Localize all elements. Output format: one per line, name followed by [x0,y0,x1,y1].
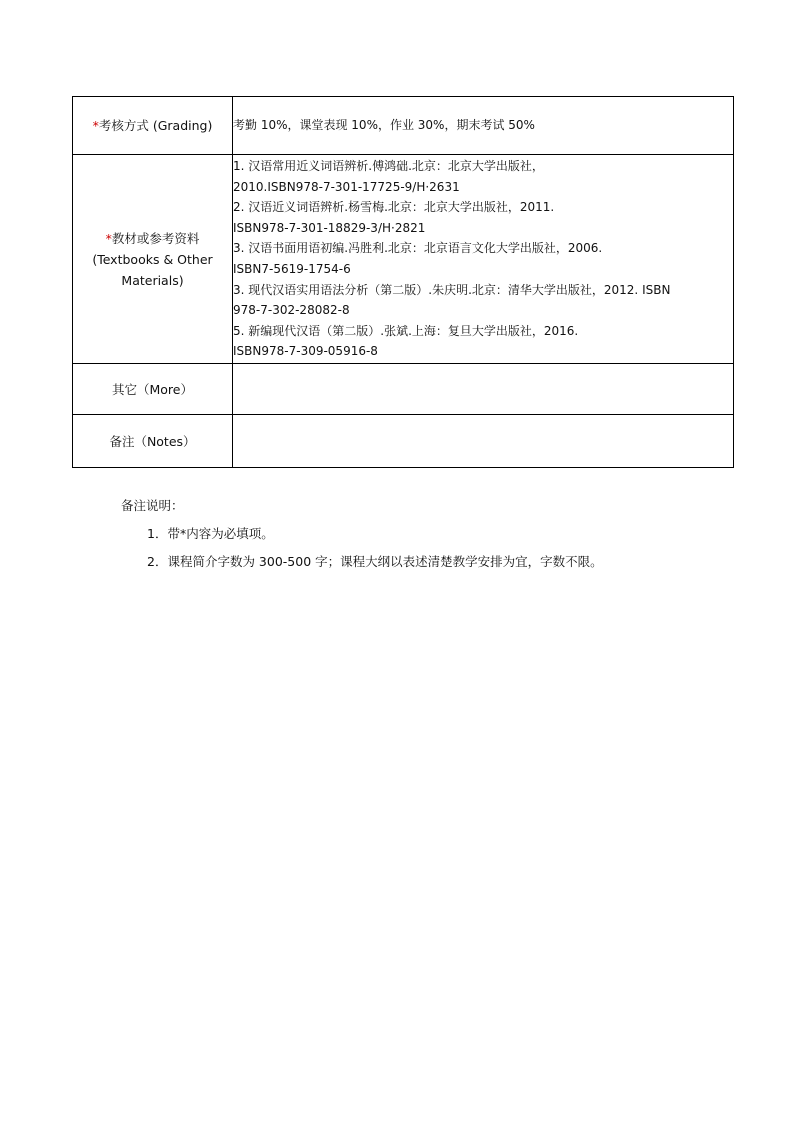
reference-line: 978-7-302-28082-8 [233,303,350,318]
grading-value-cell [233,97,734,155]
more-label: 其它（More） [73,364,233,415]
more-row [73,364,734,415]
reference-line: 3. 现代汉语实用语法分析（第二版）.朱庆明.北京：清华大学出版社，2012. ISBN [233,282,671,297]
reference-line: 1. 汉语常用近义词语辨析.傅鸿础.北京：北京大学出版社， [233,159,544,174]
more-value [233,364,734,415]
footnote-title: 备注说明： [121,498,184,513]
reference-line: ISBN978-7-309-05916-8 [233,344,378,359]
materials-value-cell [233,155,734,364]
footnote [121,492,603,576]
required-mark: * [105,230,112,246]
reference-line: 5. 新编现代汉语（第二版）.张斌.上海：复旦大学出版社，2016. [233,323,579,338]
reference-line: ISBN7-5619-1754-6 [233,262,351,276]
grading-label: 考核方式 (Grading) [98,118,213,133]
reference-line: 3. 汉语书面用语初编.冯胜利.北京：北京语言文化大学出版社，2006. [233,241,603,256]
footnote-item: 2．课程简介字数为 300-500 字；课程大纲以表述清楚教学安排为宜，字数不限。 [147,554,603,569]
grading-value: 考勤 10%，课堂表现 10%，作业 30%，期末考试 50% [233,118,535,133]
reference-line: ISBN978-7-301-18829-3/H·2821 [233,220,426,235]
syllabus-table [72,96,734,468]
notes-value [233,415,734,468]
notes-row [73,415,734,468]
footnote-item: 1．带*内容为必填项。 [147,526,274,541]
materials-label-en-2: Materials) [121,272,184,288]
materials-label-cell [73,155,233,364]
required-mark: * [92,118,99,133]
grading-label-cell [73,97,233,155]
reference-line: 2010.ISBN978-7-301-17725-9/H·2631 [233,179,460,194]
materials-label-cn-line [73,228,232,249]
reference-line: 2. 汉语近义词语辨析.杨雪梅.北京：北京大学出版社，2011. [233,200,555,215]
materials-row [73,155,734,364]
grading-row [73,97,734,155]
materials-label-en-1: (Textbooks & Other [92,251,213,267]
materials-label-cn: 教材或参考资料 [111,230,200,246]
notes-label: 备注（Notes） [73,415,233,468]
